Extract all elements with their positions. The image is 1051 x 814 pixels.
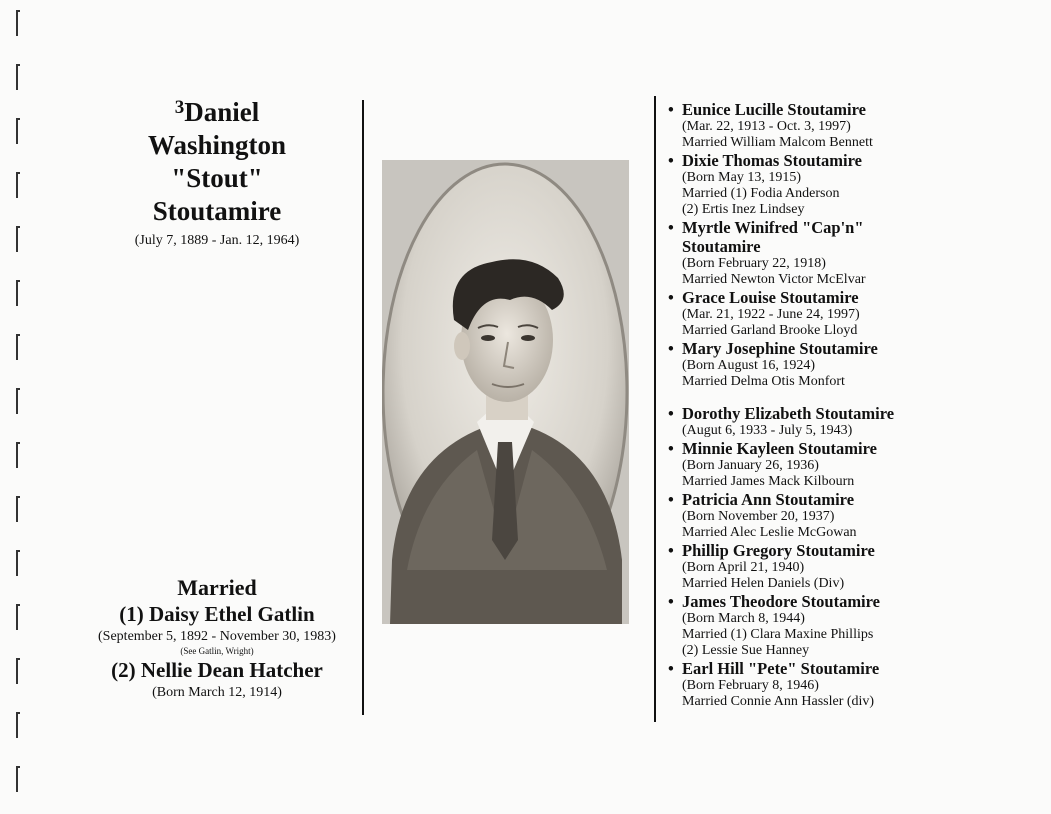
child-name: • Earl Hill "Pete" Stoutamire: [668, 659, 938, 678]
child-detail: (Born April 21, 1940): [682, 560, 805, 575]
list-item: [668, 339, 938, 390]
child-detail: (Born February 22, 1918): [682, 256, 826, 271]
child-detail: (Mar. 21, 1922 - June 24, 1997): [682, 307, 860, 322]
children-list: [668, 100, 938, 710]
person-name: $^3$Daniel Washington "Stout" Stoutamire: [147, 97, 287, 226]
child-name: • Dorothy Elizabeth Stoutamire: [668, 404, 938, 423]
list-item: [668, 439, 938, 490]
person-dates: (July 7, 1889 - Jan. 12, 1964): [134, 233, 300, 248]
child-name: • James Theodore Stoutamire: [668, 592, 938, 611]
marriage-info: [70, 575, 364, 701]
spouse-2-name: (2) Nellie Dean Hatcher: [111, 658, 323, 682]
child-detail: Married (1) Fodia Anderson: [682, 186, 840, 201]
child-detail: Married Alec Leslie McGowan: [682, 525, 857, 540]
child-detail: Married Connie Ann Hassler (div): [682, 694, 875, 709]
child-name: • Eunice Lucille Stoutamire: [668, 100, 938, 119]
spouse-1-note: (See Gatlin, Wright): [180, 646, 254, 656]
child-name: • Minnie Kayleen Stoutamire: [668, 439, 938, 458]
child-detail: (Born March 8, 1944): [682, 611, 805, 626]
child-detail: (2) Lessie Sue Hanney: [682, 643, 810, 658]
child-detail: (Augut 6, 1933 - July 5, 1943): [682, 423, 853, 438]
child-detail: (2) Ertis Inez Lindsey: [682, 202, 805, 217]
child-name: • Patricia Ann Stoutamire: [668, 490, 938, 509]
left-divider: [362, 100, 364, 715]
child-detail: (Born August 16, 1924): [682, 358, 815, 373]
list-item: [668, 288, 938, 339]
child-name: • Grace Louise Stoutamire: [668, 288, 938, 307]
right-divider: [654, 96, 656, 722]
child-detail: (Born November 20, 1937): [682, 509, 835, 524]
bleed-through-text: [440, 104, 447, 136]
child-detail: Married Garland Brooke Lloyd: [682, 323, 858, 338]
list-item: [668, 592, 938, 659]
portrait-photo: [382, 160, 629, 624]
child-detail: Married (1) Clara Maxine Phillips: [682, 627, 874, 642]
list-item: [668, 218, 938, 288]
portrait-illustration: [382, 160, 629, 624]
child-detail: (Born February 8, 1946): [682, 678, 819, 693]
spouse-1-dates: (September 5, 1892 - November 30, 1983): [98, 629, 336, 644]
child-detail: (Mar. 22, 1913 - Oct. 3, 1997): [682, 119, 851, 134]
child-detail: Married James Mack Kilbourn: [682, 474, 855, 489]
spouse-1-name: (1) Daisy Ethel Gatlin: [119, 602, 315, 626]
child-detail: (Born January 26, 1936): [682, 458, 819, 473]
list-item: [668, 490, 938, 541]
child-detail: Married Helen Daniels (Div): [682, 576, 845, 591]
child-name: • Myrtle Winifred "Cap'n" Stoutamire: [668, 218, 938, 256]
married-heading: Married: [177, 575, 257, 600]
child-detail: Married Delma Otis Monfort: [682, 374, 845, 389]
child-detail: Married Newton Victor McElvar: [682, 272, 866, 287]
list-item: [668, 100, 938, 151]
child-name: • Mary Josephine Stoutamire: [668, 339, 938, 358]
spouse-2-dates: (Born March 12, 1914): [152, 685, 282, 700]
list-item: [668, 659, 938, 710]
child-detail: Married William Malcom Bennett: [682, 135, 873, 150]
child-name: • Dixie Thomas Stoutamire: [668, 151, 938, 170]
list-item: [668, 404, 938, 439]
list-item: [668, 541, 938, 592]
generation-number: 3: [174, 97, 185, 118]
child-name: • Phillip Gregory Stoutamire: [668, 541, 938, 560]
child-detail: (Born May 13, 1915): [682, 170, 801, 185]
list-item: [668, 151, 938, 218]
